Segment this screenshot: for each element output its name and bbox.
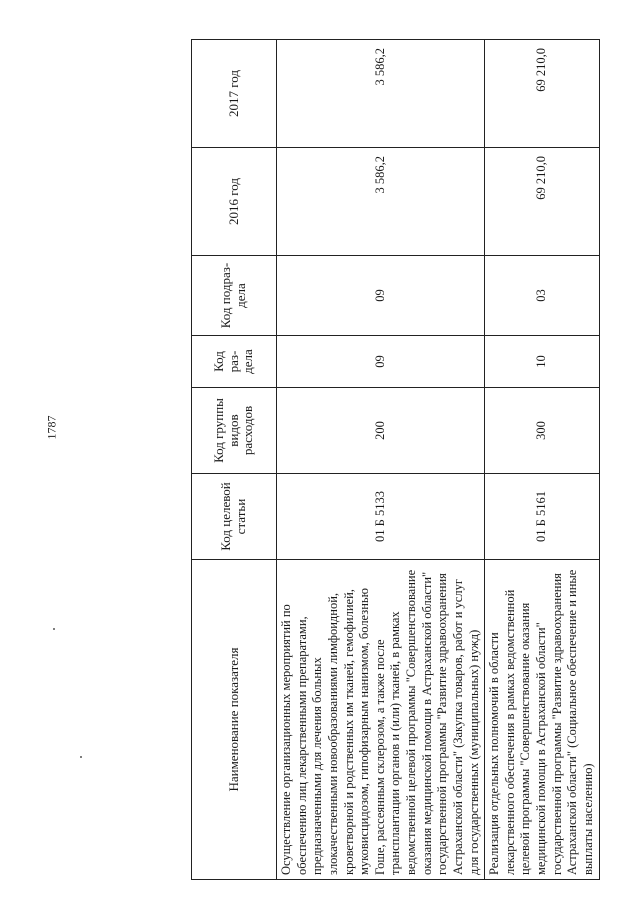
row-name: Осуществление организационных мероприятий по обеспечению лиц лекарственными препаратами, предназначенными для лечения больных злокачественными новообразованиями лимфоидной, кроветворной и родственных им тканей, гемофилией, муковисцидозом, гипофизарным нанизмом, болезнью Гоше, рассеянным склерозом, а также после трансплантации органов и (или) тканей, в рамках ведомственной целевой программы "Совершенствование оказания медицинской помощи в Астраханской области" государственной программы "Развитие здравоохранения Астраханской области" (Закупка товаров, работ и услуг для государственных (муниципальных) нужд) (277, 560, 485, 880)
header-section-code: Код раз-дела (192, 336, 277, 388)
row-target-article-code: 01 Б 5133 (277, 474, 485, 560)
scan-speck (80, 756, 82, 758)
row-name: Реализация отдельных полномочий в области лекарственного обеспечения в рамках ведомственной целевой программы "Совершенствование оказания медицинской помощи в Астраханской области" государственной программы "Развитие здравоохранения Астраханской области" (Социальное обеспечение и иные выплаты населению) (485, 560, 599, 880)
header-name: Наименование показателя (192, 560, 277, 880)
table-row (277, 40, 485, 880)
row-subsection-code: 09 (277, 256, 485, 336)
header-year-2016: 2016 год (192, 148, 277, 256)
header-year-2017: 2017 год (192, 40, 277, 148)
header-target-article-code: Код целевой статьи (192, 474, 277, 560)
scan-speck (53, 628, 55, 630)
row-target-article-code: 01 Б 5161 (485, 474, 599, 560)
budget-table-container (191, 40, 595, 880)
row-year-2017: 3 586,2 (277, 40, 485, 148)
row-section-code: 09 (277, 336, 485, 388)
budget-table-rotated (191, 40, 595, 880)
row-expense-type-group-code: 200 (277, 388, 485, 474)
table-row (485, 40, 599, 880)
row-year-2016: 69 210,0 (485, 148, 599, 256)
row-year-2016: 3 586,2 (277, 148, 485, 256)
row-year-2017: 69 210,0 (485, 40, 599, 148)
budget-table (191, 39, 600, 880)
header-row (192, 40, 277, 880)
row-expense-type-group-code: 300 (485, 388, 599, 474)
table-body (277, 40, 600, 880)
header-expense-type-group-code: Код группы видов расходов (192, 388, 277, 474)
row-subsection-code: 03 (485, 256, 599, 336)
page-number: 1787 (44, 415, 59, 440)
header-subsection-code: Код подраз-дела (192, 256, 277, 336)
row-section-code: 10 (485, 336, 599, 388)
table-header (192, 40, 277, 880)
